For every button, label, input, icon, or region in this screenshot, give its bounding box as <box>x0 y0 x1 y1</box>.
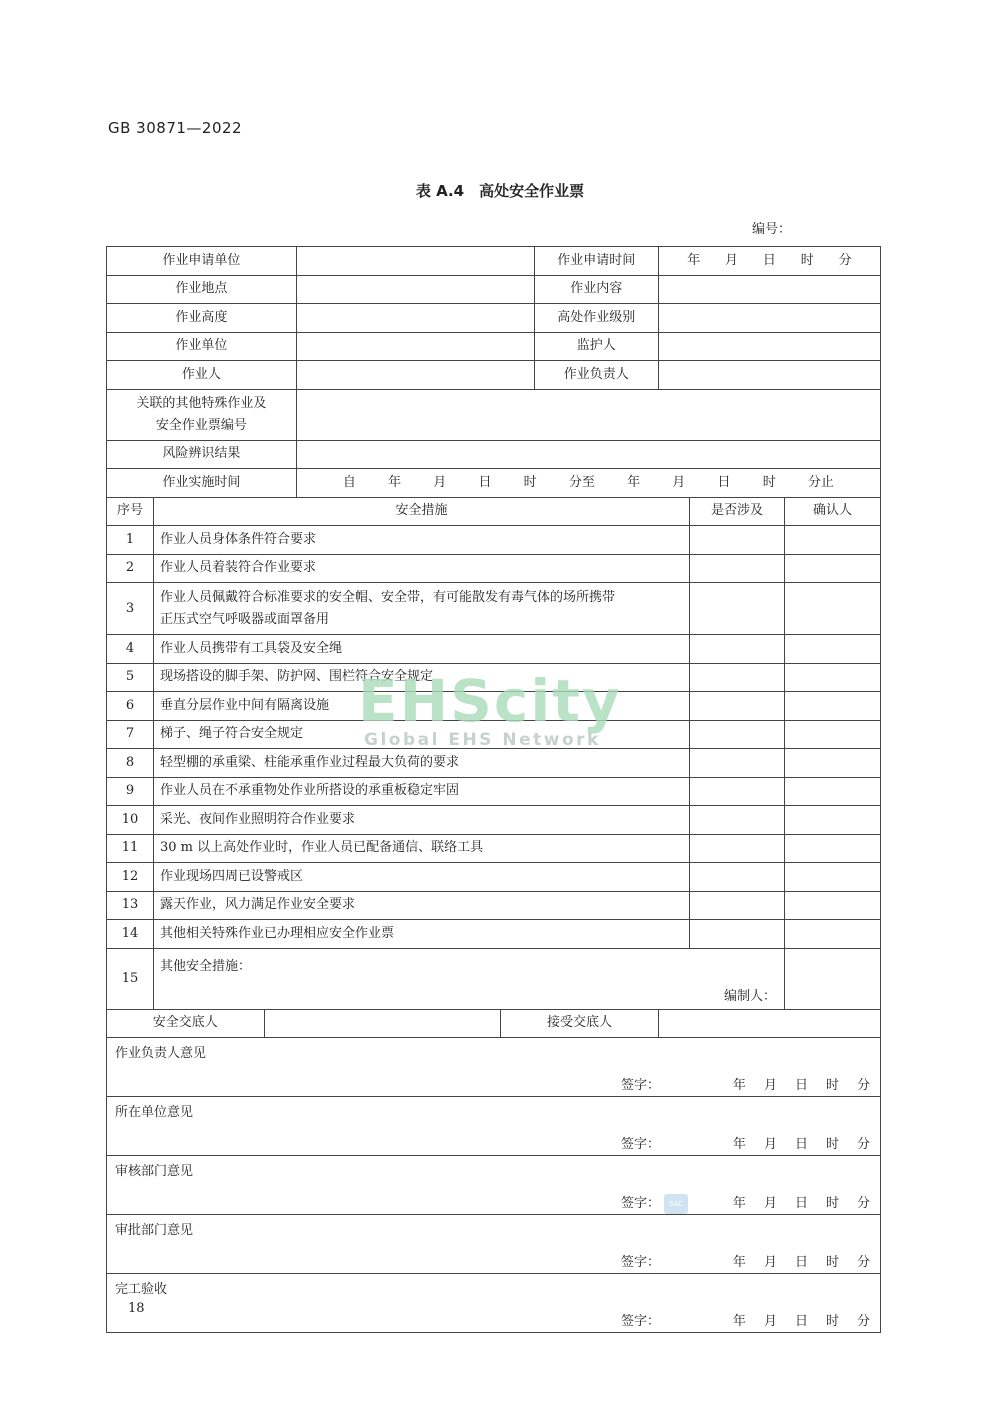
measure-no: 8 <box>107 749 154 778</box>
measure-text: 其他相关特殊作业已办理相应安全作业票 <box>153 920 689 949</box>
confirmer-field[interactable] <box>784 834 880 863</box>
sign-date-part: 月 <box>763 1196 777 1212</box>
opinion-row <box>107 1274 881 1333</box>
measure-no: 14 <box>107 920 154 949</box>
measure-text: 30 m 以上高处作业时，作业人员已配备通信、联络工具 <box>153 834 689 863</box>
apply-unit-field[interactable] <box>296 247 534 276</box>
risk-field[interactable] <box>296 440 880 469</box>
location-label: 作业地点 <box>107 275 297 304</box>
opinion-label: 审核部门意见 <box>115 1164 194 1179</box>
sign-date-part: 年 <box>732 1137 746 1153</box>
table-title: 表 A.4 高处安全作业票 <box>415 182 585 200</box>
apply-time-part: 月 <box>725 252 739 268</box>
apply-time-part: 时 <box>800 252 814 268</box>
handover-giver-field[interactable] <box>264 1009 501 1038</box>
measure-text: 作业现场四周已设警戒区 <box>153 863 689 892</box>
measure-text: 作业人员携带有工具袋及安全绳 <box>153 635 689 664</box>
impl-time-part: 分至 <box>568 474 595 490</box>
row-other-measures <box>107 948 881 1009</box>
sign-date <box>681 1137 872 1153</box>
apply-unit-label: 作业申请单位 <box>107 247 297 276</box>
measures-header-row <box>107 497 881 526</box>
confirmer-field[interactable] <box>784 526 880 555</box>
sign-date-part: 月 <box>763 1314 777 1330</box>
sign-date-part: 分 <box>856 1137 870 1153</box>
handover-receiver-field[interactable] <box>658 1009 880 1038</box>
signature-line <box>621 1196 872 1212</box>
row-worker <box>107 361 881 390</box>
impl-time-field[interactable] <box>296 469 880 498</box>
opinion-row <box>107 1215 881 1274</box>
measure-row <box>107 806 881 835</box>
standard-code: GB 30871—2022 <box>108 119 243 137</box>
other-confirmer-field[interactable] <box>784 948 880 1009</box>
row-related <box>107 389 881 440</box>
measure-text: 梯子、绳子符合安全规定 <box>153 720 689 749</box>
signature-line <box>621 1137 872 1153</box>
impl-time-part: 分止 <box>807 474 834 490</box>
worker-label: 作业人 <box>107 361 297 390</box>
apply-time-part: 分 <box>838 252 852 268</box>
sign-date-part: 时 <box>825 1314 839 1330</box>
opinion-field[interactable] <box>107 1038 881 1097</box>
apply-time-parts <box>665 253 874 269</box>
measure-no: 13 <box>107 891 154 920</box>
measure-text: 作业人员在不承重物处作业所搭设的承重板稳定牢固 <box>153 777 689 806</box>
apply-time-field[interactable] <box>658 247 880 276</box>
measure-text <box>153 583 689 635</box>
measure-text: 采光、夜间作业照明符合作业要求 <box>153 806 689 835</box>
sign-label: 签字： <box>621 1314 661 1330</box>
opinion-label: 所在单位意见 <box>115 1105 194 1120</box>
opinion-field[interactable] <box>107 1274 881 1333</box>
measure-row <box>107 526 881 555</box>
measure-no: 5 <box>107 663 154 692</box>
page-number: 18 <box>128 1301 145 1316</box>
content-field[interactable] <box>658 275 880 304</box>
confirmer-field[interactable] <box>784 891 880 920</box>
confirmer-field[interactable] <box>784 663 880 692</box>
confirmer-field[interactable] <box>784 806 880 835</box>
measure-text-line2: 正压式空气呼吸器或面罩备用 <box>159 611 329 627</box>
opinion-field[interactable] <box>107 1215 881 1274</box>
opinion-label: 审批部门意见 <box>115 1223 194 1238</box>
measure-row <box>107 663 881 692</box>
opinion-label: 完工验收 <box>115 1282 168 1297</box>
permit-table <box>106 246 881 1333</box>
involved-field[interactable] <box>690 920 785 949</box>
impl-time-part: 日 <box>717 474 731 490</box>
col-header-involved: 是否涉及 <box>690 497 785 526</box>
measure-text: 作业人员身体条件符合要求 <box>153 526 689 555</box>
measure-no: 15 <box>107 948 154 1009</box>
measure-row <box>107 635 881 664</box>
measure-no: 2 <box>107 554 154 583</box>
sign-date-part: 分 <box>856 1314 870 1330</box>
sign-date-part: 月 <box>763 1078 777 1094</box>
col-header-measure: 安全措施 <box>153 497 689 526</box>
confirmer-field[interactable] <box>784 554 880 583</box>
involved-field[interactable] <box>690 720 785 749</box>
measure-row <box>107 749 881 778</box>
involved-field[interactable] <box>690 692 785 721</box>
row-impl-time <box>107 469 881 498</box>
measure-no: 7 <box>107 720 154 749</box>
sign-label: 签字： <box>621 1196 661 1212</box>
confirmer-field[interactable] <box>784 777 880 806</box>
work-unit-field[interactable] <box>296 332 534 361</box>
sign-label: 签字： <box>621 1137 661 1153</box>
involved-field[interactable] <box>690 635 785 664</box>
measure-text: 露天作业，风力满足作业安全要求 <box>153 891 689 920</box>
signature-line <box>621 1314 872 1330</box>
confirmer-field[interactable] <box>784 692 880 721</box>
handover-giver-label: 安全交底人 <box>107 1009 265 1038</box>
level-label: 高处作业级别 <box>534 304 658 333</box>
sign-label: 签字： <box>621 1078 661 1094</box>
sign-date-part: 年 <box>732 1314 746 1330</box>
measure-no: 9 <box>107 777 154 806</box>
confirmer-field[interactable] <box>784 635 880 664</box>
impl-time-label: 作业实施时间 <box>107 469 297 498</box>
related-permit-field[interactable] <box>296 389 880 440</box>
risk-label: 风险辨识结果 <box>107 440 297 469</box>
involved-field[interactable] <box>690 554 785 583</box>
measure-text: 作业人员着装符合作业要求 <box>153 554 689 583</box>
sign-date-part: 日 <box>794 1255 808 1271</box>
involved-field[interactable] <box>690 806 785 835</box>
other-measures-label: 其他安全措施： <box>159 958 251 974</box>
row-apply <box>107 247 881 276</box>
measure-no: 10 <box>107 806 154 835</box>
opinion-row <box>107 1156 881 1215</box>
row-work-unit <box>107 332 881 361</box>
measures-list <box>107 526 881 949</box>
height-label: 作业高度 <box>107 304 297 333</box>
apply-time-label: 作业申请时间 <box>534 247 658 276</box>
sign-date-part: 分 <box>856 1255 870 1271</box>
col-header-confirmer: 确认人 <box>784 497 880 526</box>
sign-date-part: 分 <box>856 1078 870 1094</box>
sign-date-part: 日 <box>794 1196 808 1212</box>
row-handover <box>107 1009 881 1038</box>
confirmer-field[interactable] <box>784 863 880 892</box>
measure-row <box>107 692 881 721</box>
related-label-line1: 关联的其他特殊作业及 <box>136 395 267 411</box>
serial-number-label: 编号： <box>752 222 792 237</box>
measure-row <box>107 554 881 583</box>
row-risk <box>107 440 881 469</box>
row-location <box>107 275 881 304</box>
confirmer-field[interactable] <box>784 749 880 778</box>
guardian-label: 监护人 <box>534 332 658 361</box>
height-field[interactable] <box>296 304 534 333</box>
impl-time-part: 日 <box>478 474 492 490</box>
measure-no: 11 <box>107 834 154 863</box>
editor-label: 编制人： <box>723 988 776 1004</box>
sac-stamp-icon: SAC <box>664 1194 688 1214</box>
sign-date-part: 年 <box>732 1255 746 1271</box>
measure-no: 6 <box>107 692 154 721</box>
leader-label: 作业负责人 <box>534 361 658 390</box>
involved-field[interactable] <box>690 834 785 863</box>
related-label-line2: 安全作业票编号 <box>155 417 247 433</box>
impl-time-part: 月 <box>433 474 447 490</box>
measure-text: 轻型棚的承重梁、柱能承重作业过程最大负荷的要求 <box>153 749 689 778</box>
content-label: 作业内容 <box>534 275 658 304</box>
impl-time-part: 自 <box>342 474 356 490</box>
opinion-row <box>107 1097 881 1156</box>
sign-date-part: 时 <box>825 1255 839 1271</box>
opinion-label: 作业负责人意见 <box>115 1046 207 1061</box>
sign-date-part: 月 <box>763 1255 777 1271</box>
opinion-field[interactable] <box>107 1097 881 1156</box>
involved-field[interactable] <box>690 891 785 920</box>
measure-no: 4 <box>107 635 154 664</box>
sign-date <box>681 1196 872 1212</box>
sign-date-part: 时 <box>825 1196 839 1212</box>
sign-date-part: 年 <box>732 1078 746 1094</box>
measure-no: 12 <box>107 863 154 892</box>
measure-row <box>107 920 881 949</box>
watermark-tagline: Global EHS Network <box>364 730 601 750</box>
sign-date-part: 时 <box>825 1137 839 1153</box>
signature-line <box>621 1078 872 1094</box>
measure-row <box>107 834 881 863</box>
row-height <box>107 304 881 333</box>
sign-date-part: 日 <box>794 1314 808 1330</box>
work-unit-label: 作业单位 <box>107 332 297 361</box>
involved-field[interactable] <box>690 583 785 635</box>
impl-time-parts <box>303 475 874 491</box>
involved-field[interactable] <box>690 663 785 692</box>
leader-field[interactable] <box>658 361 880 390</box>
sign-date-part: 分 <box>856 1196 870 1212</box>
sign-date-part: 月 <box>763 1137 777 1153</box>
other-measures-field[interactable] <box>153 948 784 1009</box>
signature-line <box>621 1255 872 1271</box>
sign-date-part: 日 <box>794 1078 808 1094</box>
involved-field[interactable] <box>690 863 785 892</box>
measure-row <box>107 583 881 635</box>
confirmer-field[interactable] <box>784 920 880 949</box>
sign-date-part: 年 <box>732 1196 746 1212</box>
confirmer-field[interactable] <box>784 720 880 749</box>
impl-time-part: 月 <box>672 474 686 490</box>
measure-row <box>107 891 881 920</box>
measure-row <box>107 720 881 749</box>
handover-receiver-label: 接受交底人 <box>501 1009 658 1038</box>
sign-date <box>681 1314 872 1330</box>
guardian-field[interactable] <box>658 332 880 361</box>
worker-field[interactable] <box>296 361 534 390</box>
measure-no: 3 <box>107 583 154 635</box>
measure-row <box>107 777 881 806</box>
col-header-no: 序号 <box>107 497 154 526</box>
apply-time-part: 日 <box>762 252 776 268</box>
sign-date-part: 日 <box>794 1137 808 1153</box>
measure-text-line1: 作业人员佩戴符合标准要求的安全帽、安全带，有可能散发有毒气体的场所携带 <box>159 589 615 605</box>
impl-time-part: 年 <box>388 474 402 490</box>
measure-row <box>107 863 881 892</box>
impl-time-part: 时 <box>523 474 537 490</box>
measure-text: 现场搭设的脚手架、防护网、围栏符合安全规定 <box>153 663 689 692</box>
impl-time-part: 年 <box>627 474 641 490</box>
location-field[interactable] <box>296 275 534 304</box>
confirmer-field[interactable] <box>784 583 880 635</box>
sign-date-part: 时 <box>825 1078 839 1094</box>
related-permit-label <box>107 389 297 440</box>
involved-field[interactable] <box>690 777 785 806</box>
apply-time-part: 年 <box>687 252 701 268</box>
opinion-field[interactable] <box>107 1156 881 1215</box>
measure-text: 垂直分层作业中间有隔离设施 <box>153 692 689 721</box>
opinion-row <box>107 1038 881 1097</box>
sign-date <box>681 1078 872 1094</box>
opinions-list <box>107 1038 881 1333</box>
involved-field[interactable] <box>690 749 785 778</box>
watermark-brand: EHScity <box>358 667 622 735</box>
involved-field[interactable] <box>690 526 785 555</box>
level-field[interactable] <box>658 304 880 333</box>
measure-no: 1 <box>107 526 154 555</box>
impl-time-part: 时 <box>762 474 776 490</box>
sign-date <box>681 1255 872 1271</box>
sign-label: 签字： <box>621 1255 661 1271</box>
